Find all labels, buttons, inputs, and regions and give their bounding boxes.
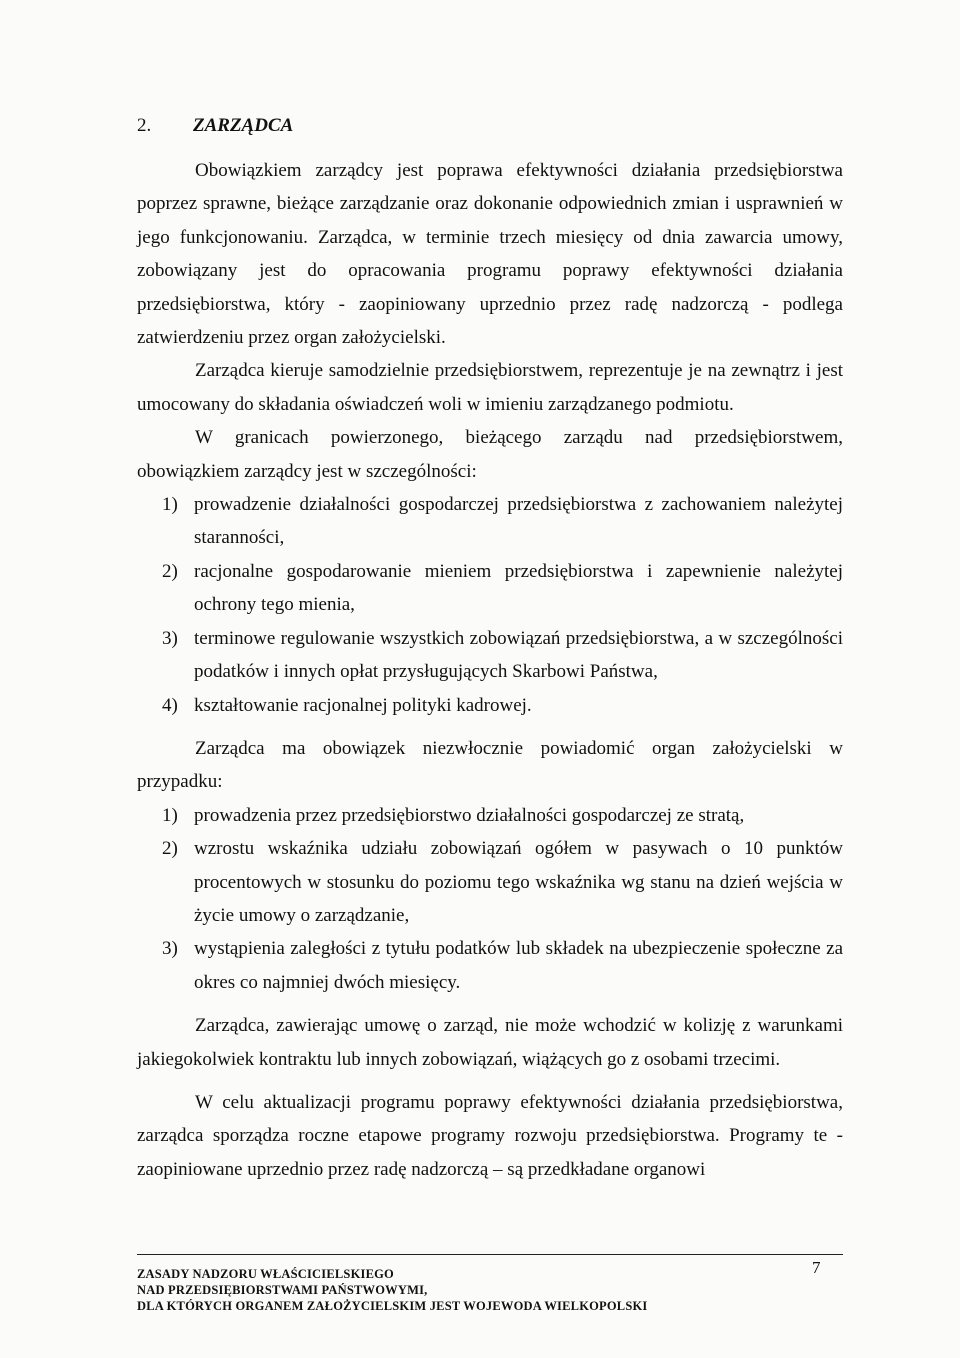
list-item: 2) wzrostu wskaźnika udziału zobowiązań ogółem w pasywach o 10 punktów procentowych w stosunku do poziomu tego wskaźnika wg stanu na dzień wejścia w życie umowy o zarządzanie, <box>162 838 843 926</box>
paragraph-annual-programs: W celu aktualizacji programu poprawy efektywności działania przedsiębiorstwa, zarządca sporządza roczne etapowe programy rozwoju przedsiębiorstwa. Programy te - zaopiniowane uprzednio przez radę nadzorczą – są przedkładane organowi <box>137 1091 843 1180</box>
paragraph-obligations-intro: W granicach powierzonego, bieżącego zarządu nad przedsiębiorstwem, obowiązkiem zarządcy jest w szczególności: <box>137 427 843 482</box>
section-number: 2. <box>137 115 152 136</box>
list-item: 1) prowadzenie działalności gospodarczej przedsiębiorstwa z zachowaniem należytej staranności, <box>162 494 843 549</box>
document-body <box>137 154 843 1186</box>
obligations-list <box>137 488 843 722</box>
page-number: 7 <box>812 1258 821 1277</box>
notification-cases-list <box>137 799 843 999</box>
section-heading <box>137 112 293 140</box>
footer-divider <box>137 1254 843 1255</box>
footer-line: ZASADY NADZORU WŁAŚCICIELSKIEGO <box>137 1267 394 1281</box>
paragraph-notification-intro: Zarządca ma obowiązek niezwłocznie powiadomić organ założycielski w przypadku: <box>137 737 843 793</box>
list-item: 4) kształtowanie racjonalnej polityki kadrowej. <box>162 694 532 716</box>
footer-line: NAD PRZEDSIĘBIORSTWAMI PAŃSTWOWYMI, <box>137 1283 428 1297</box>
list-item: 3) wystąpienia zaległości z tytułu podatków lub składek na ubezpieczenie społeczne za okres co najmniej dwóch miesięcy. <box>162 938 843 993</box>
list-item: 1) prowadzenia przez przedsiębiorstwo działalności gospodarczej ze stratą, <box>162 804 745 826</box>
list-item: 2) racjonalne gospodarowanie mieniem przedsiębiorstwa i zapewnienie należytej ochrony tego mienia, <box>162 560 843 616</box>
section-title: ZARZĄDCA <box>193 115 294 136</box>
paragraph-duties: Obowiązkiem zarządcy jest poprawa efektywności działania przedsiębiorstwa poprzez sprawne, bieżące zarządzanie oraz dokonanie odpowiednich zmian i usprawnień w jego funkcjonowaniu. Zarządca, w terminie trzech miesięcy od dnia zawarcia umowy, zobowiązany jest do opracowania programu poprawy efektywności działania przedsiębiorstwa, który - zaopiniowany uprzednio przez radę nadzorczą - podlega zatwierdzeniu przez organ założycielski. <box>137 160 843 349</box>
list-item: 3) terminowe regulowanie wszystkich zobowiązań przedsiębiorstwa, a w szczególności podatków i innych opłat przysługujących Skarbowi Państwa, <box>162 627 843 683</box>
paragraph-conflict: Zarządca, zawierając umowę o zarząd, nie może wchodzić w kolizję z warunkami jakiegokolwiek kontraktu lub innych zobowiązań, wiążących go z osobami trzecimi. <box>137 1015 843 1070</box>
footer-line: DLA KTÓRYCH ORGANEM ZAŁOŻYCIELSKIM JEST WOJEWODA WIELKOPOLSKI <box>137 1299 648 1313</box>
footer <box>137 1266 787 1314</box>
paragraph-representation: Zarządca kieruje samodzielnie przedsiębiorstwem, reprezentuje je na zewnątrz i jest umocowany do składania oświadczeń woli w imieniu zarządzanego podmiotu. <box>137 360 843 415</box>
